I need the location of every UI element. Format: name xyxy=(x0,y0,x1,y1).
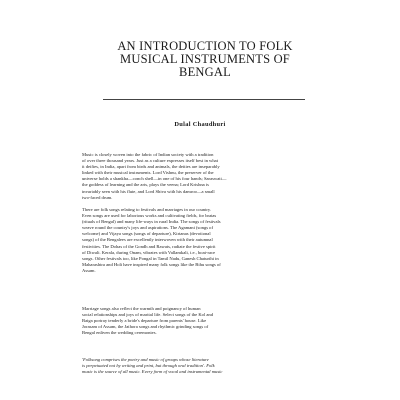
author-name: Dulal Chaudhuri xyxy=(174,121,226,128)
text-line: There are folk songs relating to festivals and marriages in our country. xyxy=(82,207,212,212)
text-line: Bengal enliven the wedding ceremonies. xyxy=(82,330,157,336)
title-divider xyxy=(103,99,305,100)
paragraph-intro xyxy=(82,152,326,201)
text-line: weave round the country's joys and aspirations. The Agamani (songs of xyxy=(82,225,213,231)
text-line: of Diwali. Kerala, during Onam, vibrates with Vallamkali, i.e., boat-race xyxy=(82,249,216,255)
text-line: linked with their musical instruments. Lord Vishnu, the preserver of the xyxy=(82,170,214,176)
text-line: Baiga portray tenderly a bride's departure from parents' house. Like xyxy=(82,318,207,324)
paragraph-festivals xyxy=(82,207,326,274)
title-line: AN INTRODUCTION TO FOLK xyxy=(117,39,293,53)
paragraph-folksong-definition xyxy=(82,357,326,375)
text-line: Marriage songs also reflect the warmth and poignancy of human xyxy=(82,306,201,311)
text-line: the goddess of learning and the arts, plays the veena; Lord Krishna is xyxy=(82,182,209,188)
text-line: music is the source of all music. Every form of vocal and instrumental music xyxy=(82,369,223,375)
text-line: Even songs are used for laborious works and cultivating fields, for bratas xyxy=(82,213,217,219)
text-line: Assam. xyxy=(82,267,96,273)
title-line: BENGAL xyxy=(179,65,231,79)
text-line: two-faced drum. xyxy=(82,194,113,200)
text-line: universe holds a shankha—conch shell—in one of his four hands; Saraswati— xyxy=(82,176,227,182)
text-line: Jorasam of Assam, the Jathora songs and rhythmic grinding songs of xyxy=(82,324,209,330)
text-line: 'Folksong comprises the poetry and music of groups whose literature xyxy=(82,357,209,362)
text-line: festivities. The Dohas of the Gondh and Rawats, radiate the festive spirit xyxy=(82,243,216,249)
paragraph-marriage xyxy=(82,306,326,336)
text-line: invariably seen with his flute, and Lord Shiva with his damroo—a small xyxy=(82,188,215,194)
title-line: MUSICAL INSTRUMENTS OF xyxy=(120,52,290,66)
text-line: is perpetuated not by writing and print, but through oral tradition'. Folk xyxy=(82,363,215,369)
article-title xyxy=(60,40,350,79)
text-line: songs. Other festivals too, like Pongal in Tamil Nadu, Ganesh Chaturthi in xyxy=(82,255,219,261)
text-line: songs) of the Bengalees are excellently interwoven with their autumnal xyxy=(82,237,213,243)
text-line: of over three thousand years. Just as a culture expresses itself best in what xyxy=(82,158,218,164)
text-line: Music is closely woven into the fabric of Indian society with a tradition xyxy=(82,152,214,157)
text-line: (rituals of Bengal) and many life-ways in rural India. The songs of festivals xyxy=(82,219,221,225)
text-line: Maharashtra and Holi have inspired many folk songs like the Bihu songs of xyxy=(82,261,221,267)
text-line: social relationships and joys of marital life. Select songs of the Kol and xyxy=(82,312,214,318)
text-line: it deifies, in India, apart from birds and animals, the deities are inseparably xyxy=(82,164,220,170)
text-line: welcome) and Vijaya songs (songs of departure), Kirtanas (devotional xyxy=(82,231,211,237)
